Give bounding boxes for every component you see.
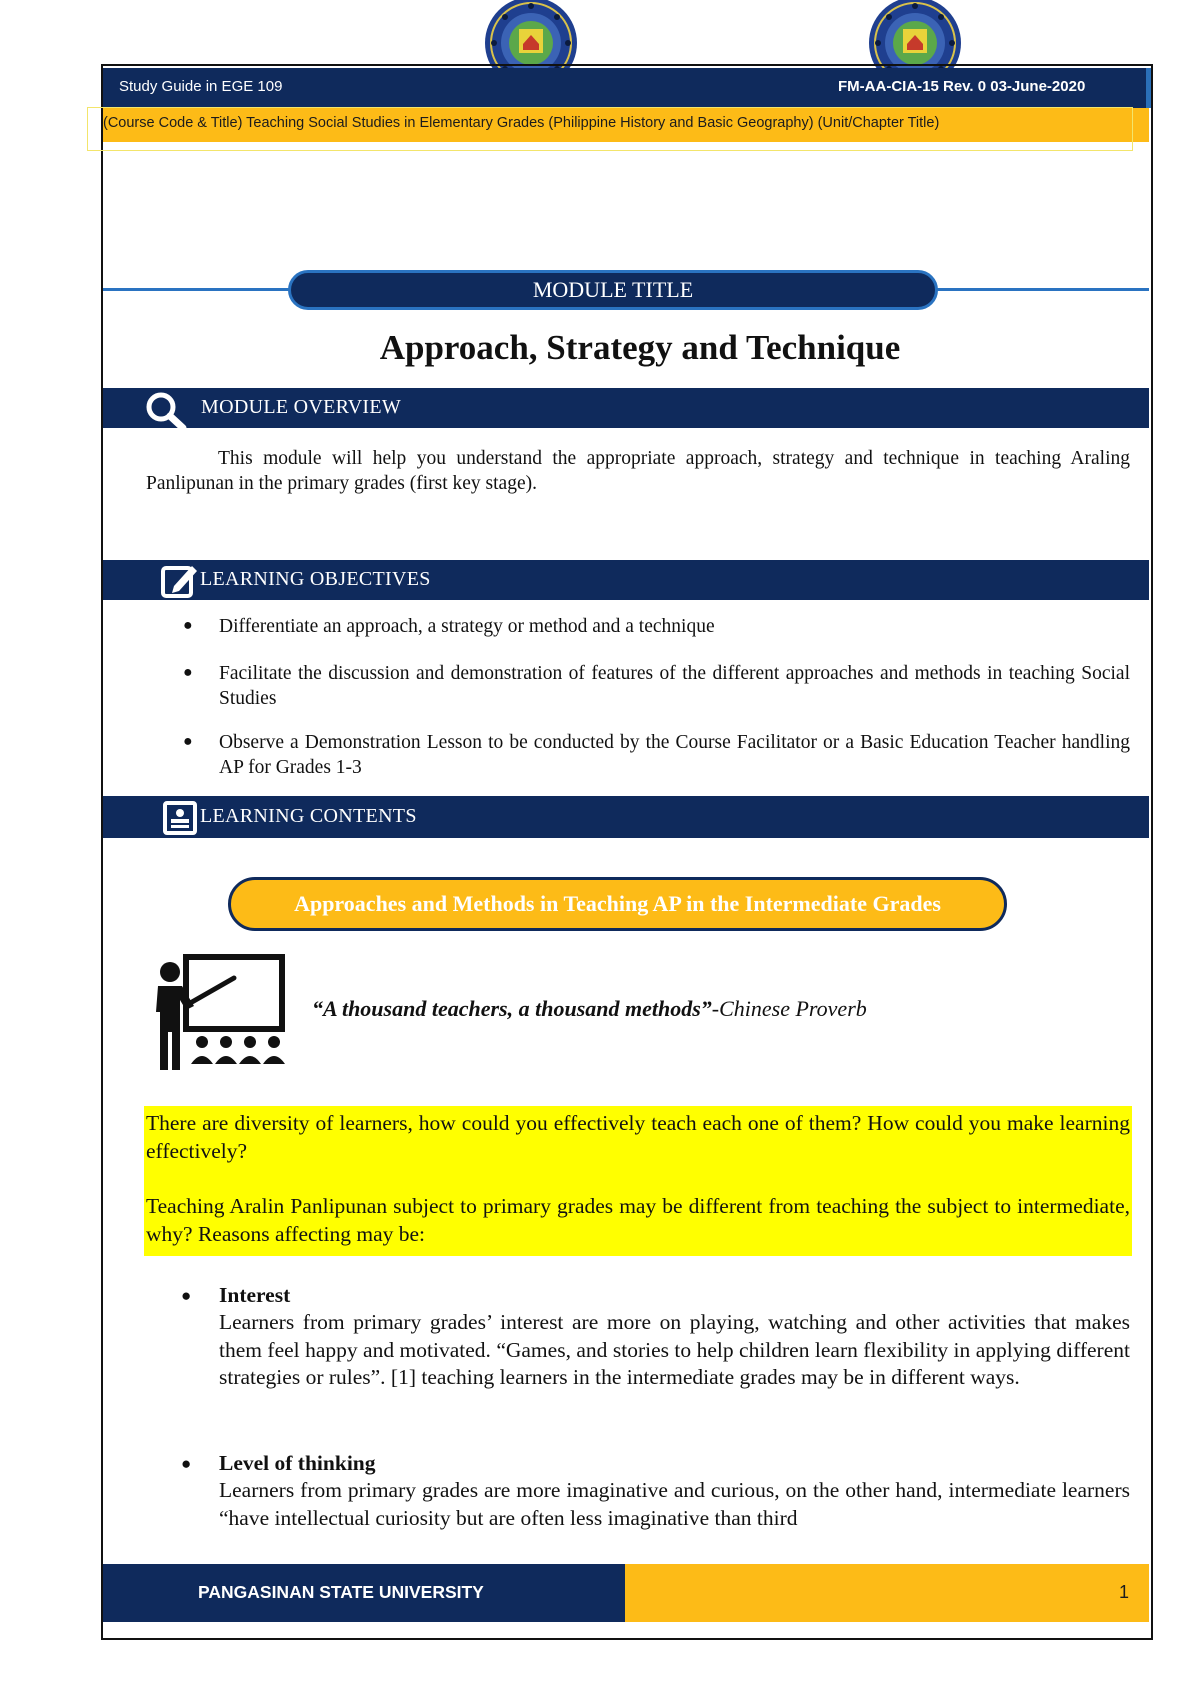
section-learning-objectives (103, 560, 1149, 600)
header-bar (103, 68, 1149, 108)
reason-bullet-2: ● (181, 1454, 192, 1473)
reason-bullet-1: ● (181, 1286, 192, 1305)
reason-title-2: Level of thinking (219, 1451, 376, 1475)
objective-bullet-1: ● (183, 617, 193, 634)
highlight-paragraph-2: Teaching Aralin Panlipunan subject to primary grades may be different from teaching the subject to intermediate, why? Reasons affecting may be: (146, 1194, 1130, 1246)
search-icon (143, 390, 191, 437)
module-title-pill: MODULE TITLE (288, 270, 938, 310)
contents-heading: LEARNING CONTENTS (200, 805, 417, 827)
objective-bullet-2: ● (183, 664, 193, 681)
study-guide-label: Study Guide in EGE 109 (119, 78, 283, 95)
header-bar-edge (1146, 68, 1151, 108)
reason-title-1: Interest (219, 1283, 291, 1307)
contents-icon (162, 800, 200, 841)
edit-icon (160, 562, 200, 605)
overview-text: This module will help you understand the appropriate approach, strategy and technique in teaching Araling Panlipunan in the primary grades (first key stage). (146, 448, 1130, 494)
form-code: FM-AA-CIA-15 Rev. 0 03-June-2020 (838, 78, 1086, 95)
course-title-line: (Course Code & Title) Teaching Social Studies in Elementary Grades (Philippine History and Basic Geography) (Unit/Chapter Title) (103, 115, 940, 131)
quote-source: -Chinese Proverb (711, 996, 867, 1021)
quote-main: “A thousand teachers, a thousand methods” (312, 996, 712, 1021)
divider-left (103, 288, 293, 291)
reason-text-2: Learners from primary grades are more imaginative and curious, on the other hand, intermediate learners “have intellectual curiosity but are often less imaginative than third (219, 1478, 1130, 1530)
section-module-overview (103, 388, 1149, 428)
highlight-paragraph-1: There are diversity of learners, how could you effectively teach each one of them? How could you make learning effectively? (146, 1111, 1130, 1163)
divider-right (933, 288, 1149, 291)
objective-item-2: Facilitate the discussion and demonstration of features of the different approaches and methods in teaching Social Studies (219, 663, 1130, 709)
proverb-quote (312, 996, 867, 1022)
objective-bullet-3: ● (183, 733, 193, 750)
overview-heading: MODULE OVERVIEW (201, 396, 402, 418)
objective-item-1: Differentiate an approach, a strategy or method and a technique (219, 616, 715, 637)
module-title: Approach, Strategy and Technique (379, 328, 901, 367)
reason-text-1: Learners from primary grades’ interest are more on playing, watching and other activities that makes them feel happy and motivated. “Games, and stories to help children learn flexibility in applying different strategies or rules”. [1] teaching learners in the intermediate grades may be in different ways. (219, 1310, 1130, 1389)
topic-pill: Approaches and Methods in Teaching AP in the Intermediate Grades (228, 877, 1007, 931)
objective-item-3: Observe a Demonstration Lesson to be conducted by the Course Facilitator or a Basic Education Teacher handling AP for Grades 1-3 (219, 732, 1130, 778)
teacher-classroom-icon (152, 952, 288, 1077)
footer-university (103, 1564, 625, 1622)
course-bar-outline (87, 107, 1133, 151)
footer-page (625, 1564, 1149, 1622)
section-learning-contents (103, 796, 1149, 838)
page-number: 1 (1118, 1582, 1129, 1602)
objectives-heading: LEARNING OBJECTIVES (200, 568, 431, 590)
university-name: PANGASINAN STATE UNIVERSITY (198, 1582, 484, 1602)
